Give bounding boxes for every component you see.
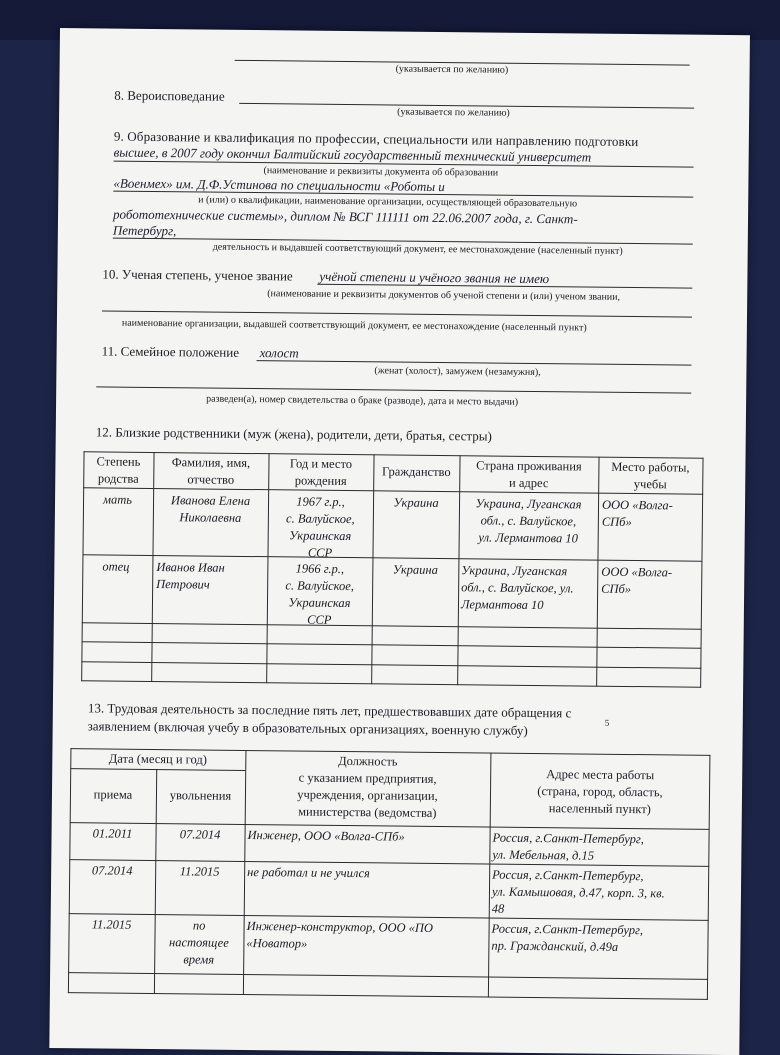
work-row-2-start: 07.2014 [91, 863, 133, 878]
work-row-2-address: Россия, г.Санкт-Петербург, ул. Камышовая, д.47, корп. 3, кв. 48 [491, 867, 665, 916]
work-header-start: приема [93, 787, 133, 802]
item-8-label: 8. Вероисповедание [114, 87, 225, 104]
item-13-footnote: 5 [604, 717, 610, 728]
work-row-1-position: Инженер, ООО «Волга-СПб» [247, 828, 405, 844]
item-11-caption-1: (женат (холост), замужем (незамужня), [374, 365, 541, 379]
item-9-label: 9. Образование и квалификация по профессии, специальности или направлению подготовки [113, 128, 639, 150]
document-page [49, 28, 750, 1055]
work-row-3-end: по настоящее время [168, 918, 229, 967]
item-9-caption-3: деятельность и выдавшей соответствующий документ, ее местонахождение (населенный пункт) [212, 241, 623, 257]
work-row-2-end: 11.2015 [179, 864, 220, 879]
relatives-row-1-name: Иванова Елена Николаевна [170, 493, 251, 525]
relatives-header-name: Фамилия, имя, отчество [171, 455, 251, 487]
rule [96, 386, 691, 393]
relatives-header-degree: Степень родства [96, 454, 141, 486]
relatives-header-birth: Год и место рождения [289, 456, 353, 489]
work-header-date: Дата (месяц и год) [108, 751, 207, 767]
work-row-1-start: 01.2011 [92, 826, 133, 841]
work-header-position: Должность с указанием предприятия, учреждения, организации, министерства (ведомства) [297, 753, 438, 820]
relatives-table [81, 451, 703, 687]
work-row-1-address: Россия, г.Санкт-Петербург, ул. Мебельная, д.15 [492, 830, 645, 863]
item-10-caption-2: наименование организации, выдавшей соответствующий документ, ее местонахождение (населенный пункт) [121, 317, 587, 334]
rule [102, 310, 692, 317]
item-13-label-line-1: 13. Трудовая деятельность за последние пять лет, предшествовавших дате обращения с [87, 700, 572, 721]
relatives-row-1-citizenship: Украина [393, 495, 439, 510]
relatives-row-2-birth: 1966 г.р., с. Валуйское, Украинская ССР [285, 561, 355, 627]
work-table [68, 748, 711, 1000]
relatives-row-2-residence: Украина, Луганская обл., с. Валуйское, ул. Лермантова 10 [460, 563, 574, 613]
item-9-caption-1: (наименование и реквизиты документа об образовании [263, 165, 499, 179]
work-header-address: Адрес места работы (страна, город, область, населенный пункт) [537, 767, 663, 817]
relatives-row-1-degree: мать [102, 492, 133, 507]
item-9-value-4: Петербург, [112, 222, 177, 239]
work-header-end: увольнения [169, 788, 232, 803]
item-12-label: 12. Близкие родственники (муж (жена), родители, дети, братья, сестры) [95, 424, 492, 444]
relatives-header-residence: Страна проживания и адрес [476, 458, 582, 491]
item-9-value-1: высшее, в 2007 году окончил Балтийский государственный технический университет [113, 144, 592, 165]
item-11-value: холост [259, 345, 299, 361]
relatives-row-1-work: ООО «Волга- СПб» [601, 497, 673, 530]
item-9-value-3: робототехнические системы», диплом № ВСГ 111111 от 22.06.2007 года, г. Санкт- [112, 206, 578, 227]
relatives-row-2-name: Иванов Иван Петрович [156, 560, 225, 592]
work-row-3-address: Россия, г.Санкт-Петербург, пр. Гражданский, д.49а [491, 921, 644, 954]
item-10-label: 10. Ученая степень, ученое звание [102, 266, 293, 284]
relatives-row-1-residence: Украина, Луганская обл., с. Валуйское, ул. Лермантова 10 [475, 496, 582, 546]
item-11-label: 11. Семейное положение [101, 343, 240, 360]
rule [257, 360, 692, 366]
work-row-1-end: 07.2014 [179, 827, 221, 842]
relatives-row-1-birth: 1967 г.р., с. Валуйское, Украинская ССР [285, 494, 355, 560]
relatives-header-citizenship: Гражданство [382, 464, 451, 480]
relatives-row-2-degree: отец [102, 559, 130, 574]
work-row-3-start: 11.2015 [91, 917, 132, 932]
work-row-3-position: Инженер-конструктор, ООО «ПО «Новатор» [246, 919, 434, 951]
caption-optional-2: (указывается по желанию) [397, 106, 510, 119]
work-row-2-position: не работал и не учился [247, 865, 370, 881]
item-10-value: учёной степени и учёного звания не имею [319, 268, 550, 287]
item-9-caption-2: и (или) о квалификации, наименование организации, осуществляющей образовательную [198, 194, 578, 210]
caption-optional-1: (указывается по желанию) [395, 63, 509, 76]
item-13-label-line-2: заявлением (включая учебу в образовательных организациях, военную службу) [87, 718, 528, 738]
relatives-header-work: Место работы, учебы [611, 459, 690, 492]
relatives-row-2-citizenship: Украина [392, 562, 438, 577]
item-10-caption-1: (наименование и реквизиты документов об ученой степени и (или) ученом звании, [267, 288, 621, 303]
item-11-caption-2: разведен(а), номер свидетельства о браке (разводе), дата и место выдачи) [206, 393, 519, 408]
item-9-value-2: «Военмех» им. Д.Ф.Устинова по специальности «Роботы и [113, 175, 445, 195]
relatives-row-2-work: ООО «Волга- СПб» [601, 564, 673, 597]
